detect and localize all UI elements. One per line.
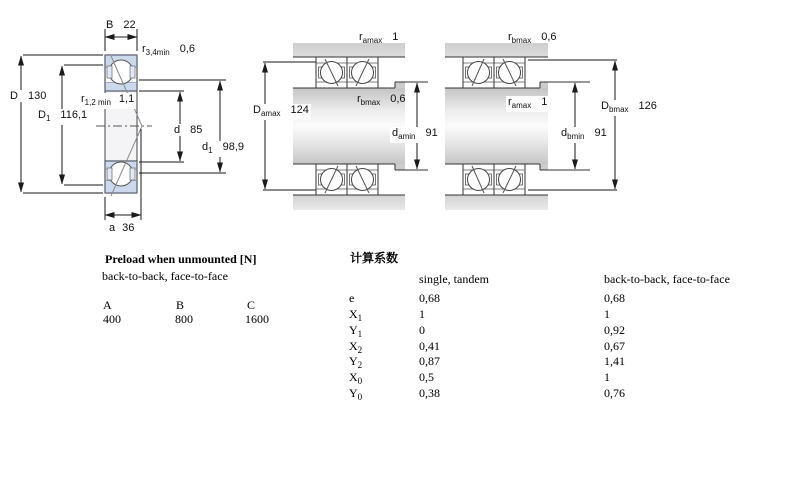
section-top-half bbox=[105, 55, 137, 91]
dim-symbol: d bbox=[202, 141, 209, 153]
dim-symbol: D bbox=[38, 109, 46, 121]
dim-symbol: r bbox=[359, 31, 363, 43]
dim-value: 85 bbox=[190, 124, 203, 136]
dim-value: 116,1 bbox=[60, 109, 88, 121]
dim-value: 124 bbox=[290, 104, 309, 116]
dim-value: 130 bbox=[27, 90, 47, 102]
factor-value: 1 bbox=[419, 307, 425, 321]
dim-subscript: bmax bbox=[360, 98, 381, 107]
dim-value: 0,6 bbox=[390, 93, 406, 105]
dim-value: 22 bbox=[123, 19, 136, 31]
factor-value: 0,67 bbox=[604, 339, 625, 353]
dim-label-damin bbox=[390, 127, 440, 143]
dim-label-D1 bbox=[36, 109, 89, 125]
factor-value: 0,5 bbox=[419, 370, 434, 384]
dim-subscript: 3,4min bbox=[145, 48, 170, 57]
dim-subscript: bmin bbox=[567, 132, 585, 141]
dim-symbol: r bbox=[142, 43, 146, 55]
factor-symbol: $Y_1$ bbox=[349, 323, 363, 339]
dim-label-dbmin bbox=[559, 127, 609, 143]
dim-label-Damax bbox=[251, 104, 311, 120]
housing-bottom bbox=[445, 195, 548, 210]
dim-subscript: 1 bbox=[208, 146, 213, 155]
factor-value: 0,92 bbox=[604, 323, 625, 337]
preload-value: 400 bbox=[103, 312, 121, 326]
dim-value: 0,6 bbox=[179, 43, 195, 55]
dim-value: 1,1 bbox=[118, 93, 135, 105]
factor-value: 0 bbox=[419, 323, 425, 337]
factor-symbol: $X_0$ bbox=[349, 370, 363, 386]
dim-label-d1 bbox=[200, 141, 246, 157]
dim-label-D bbox=[8, 90, 48, 102]
dim-subscript: amax bbox=[260, 109, 281, 118]
dim-value: 1 bbox=[541, 96, 548, 108]
dim-label-r34min bbox=[142, 43, 195, 59]
preload-title: Preload when unmounted [N] bbox=[105, 252, 257, 266]
factor-value: 0,87 bbox=[419, 354, 440, 368]
dim-value: 126 bbox=[638, 100, 657, 112]
ball bbox=[109, 60, 133, 84]
dim-symbol: D bbox=[601, 100, 609, 112]
dim-subscript: amax bbox=[511, 101, 532, 110]
factor-value: 0,41 bbox=[419, 339, 440, 353]
dim-value: 91 bbox=[594, 127, 607, 139]
dim-value: 98,9 bbox=[222, 141, 244, 153]
dim-subscript: 1,2 min bbox=[84, 98, 111, 107]
factor-value: 0,68 bbox=[604, 291, 625, 305]
factor-value: 0,68 bbox=[419, 291, 440, 305]
dim-label-B bbox=[106, 19, 136, 31]
calculation-factors-table bbox=[345, 251, 785, 411]
factors-title: 计算系数 bbox=[350, 251, 399, 265]
dim-value: 0,6 bbox=[541, 31, 557, 43]
dim-label-r12min bbox=[79, 93, 136, 109]
dim-symbol: D bbox=[10, 90, 18, 102]
dim-value: 36 bbox=[122, 222, 135, 234]
dim-symbol: d bbox=[392, 127, 399, 139]
dim-label-Dbmax bbox=[599, 100, 659, 116]
housing-bottom bbox=[293, 195, 405, 210]
factors-col2-header: back-to-back, face-to-face bbox=[604, 272, 730, 286]
dim-subscript: amin bbox=[398, 132, 416, 141]
dim-symbol: D bbox=[253, 104, 261, 116]
dim-label-a bbox=[109, 222, 134, 234]
preload-subtitle: back-to-back, face-to-face bbox=[102, 269, 228, 283]
factor-value: 1 bbox=[604, 370, 610, 384]
factors-col1-header: single, tandem bbox=[419, 272, 489, 286]
preload-table bbox=[102, 251, 322, 336]
dim-subscript: 1 bbox=[45, 114, 51, 123]
preload-col-header: C bbox=[247, 298, 256, 312]
factor-value: 0,38 bbox=[419, 386, 440, 400]
dim-subscript: bmax bbox=[511, 36, 532, 45]
factor-symbol: $Y_0$ bbox=[349, 386, 363, 402]
dim-label-d bbox=[172, 124, 204, 136]
factor-symbol: e bbox=[349, 291, 355, 305]
dim-symbol: r bbox=[508, 31, 512, 43]
section-bottom-half bbox=[105, 161, 137, 193]
factor-symbol: $Y_2$ bbox=[349, 354, 363, 370]
factor-value: 1 bbox=[604, 307, 610, 321]
preload-col-header: B bbox=[176, 298, 185, 312]
dim-subscript: bmax bbox=[608, 105, 629, 114]
dim-symbol: r bbox=[508, 96, 512, 108]
dim-symbol: d bbox=[561, 127, 568, 139]
dim-label-rbmax-b bbox=[508, 31, 557, 47]
dim-symbol: B bbox=[106, 19, 114, 31]
dim-symbol: r bbox=[357, 93, 361, 105]
dim-label-ramax-a bbox=[359, 31, 398, 47]
factor-symbol: $X_2$ bbox=[349, 339, 363, 355]
preload-col-header: A bbox=[103, 298, 112, 312]
dim-symbol: d bbox=[174, 124, 181, 136]
factor-value: 1,41 bbox=[604, 354, 625, 368]
preload-value: 800 bbox=[175, 312, 193, 326]
factor-value: 0,76 bbox=[604, 386, 625, 400]
dim-value: 1 bbox=[392, 31, 399, 43]
preload-value: 1600 bbox=[245, 312, 269, 326]
dim-label-ramax-b bbox=[506, 96, 549, 112]
dim-symbol: a bbox=[109, 222, 116, 234]
dim-value: 91 bbox=[425, 127, 438, 139]
dim-label-rbmax-a bbox=[357, 93, 406, 109]
dim-symbol: r bbox=[81, 93, 85, 105]
dim-subscript: amax bbox=[362, 36, 383, 45]
factor-symbol: $X_1$ bbox=[349, 307, 363, 323]
